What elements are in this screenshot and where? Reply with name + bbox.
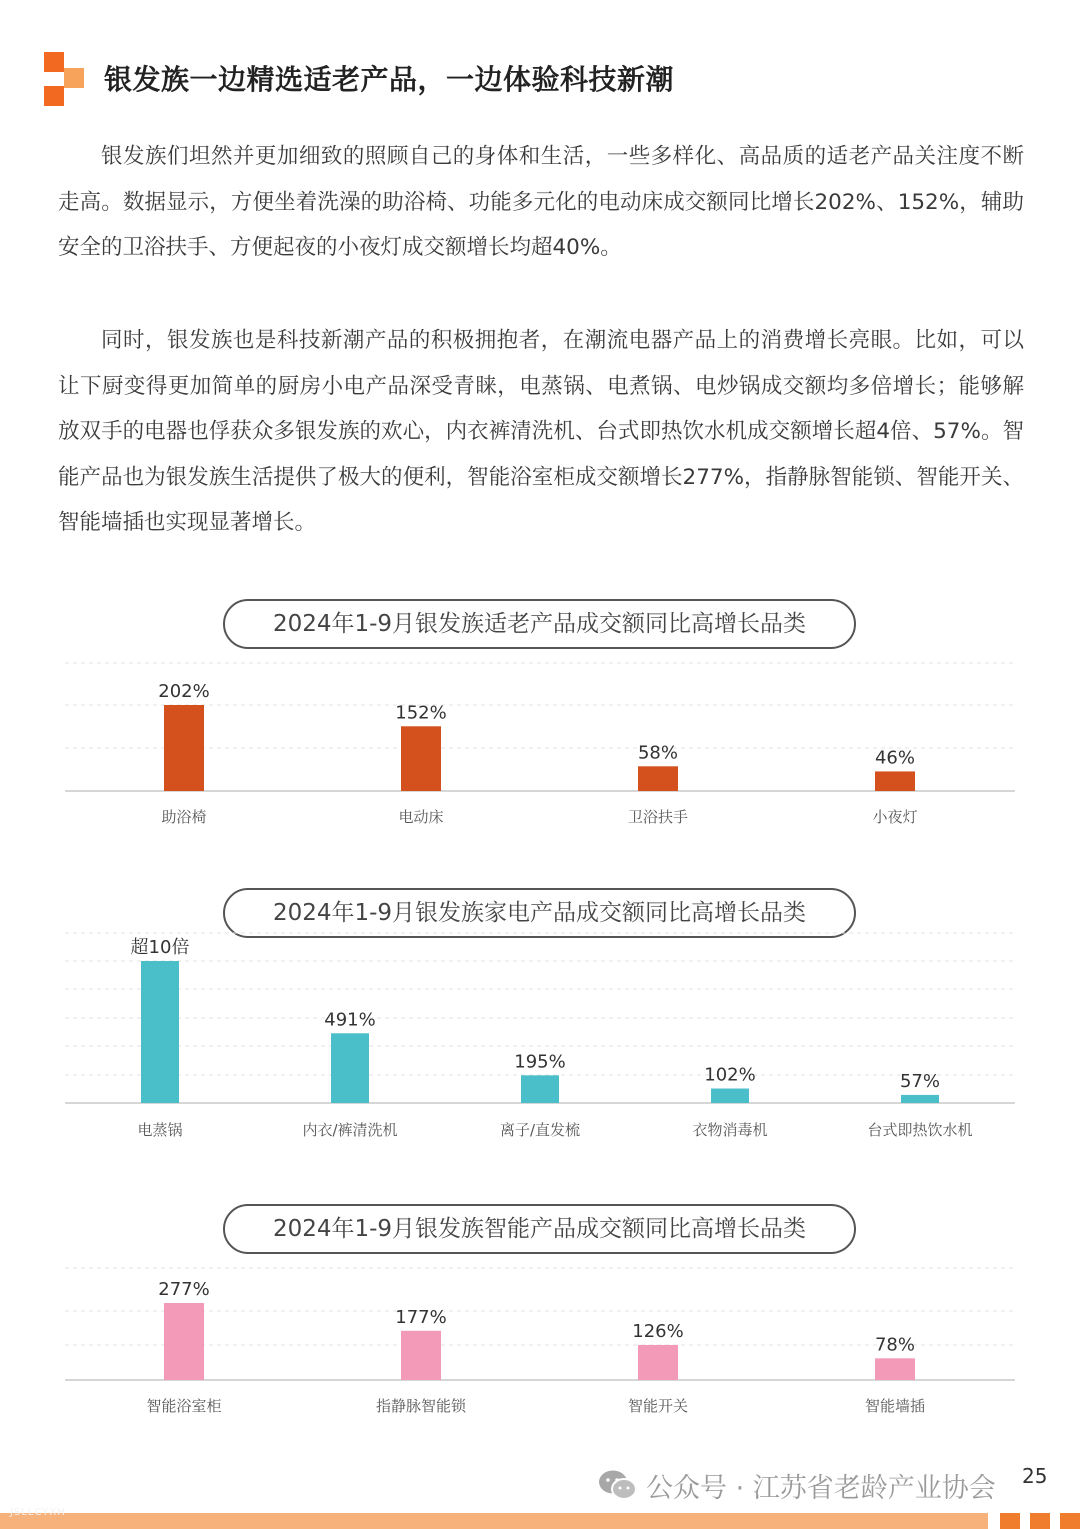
footer-bar-block-1 (1000, 1513, 1020, 1529)
data-label: 78% (874, 1334, 916, 1356)
category-label: 衣物消毒机 (692, 1121, 768, 1139)
category-label: 指静脉智能锁 (375, 1397, 467, 1415)
category-label: 离子/直发梳 (499, 1121, 581, 1139)
chart-2-title: 2024年1-9月银发族家电产品成交额同比高增长品类 (223, 888, 856, 938)
bar (401, 726, 441, 791)
page-title: 银发族一边精选适老产品，一边体验科技新潮 (104, 63, 675, 96)
page-number: 25 (1022, 1464, 1048, 1488)
chart-1-svg (0, 655, 1080, 845)
category-label: 台式即热饮水机 (867, 1121, 973, 1139)
data-label: 57% (899, 1070, 941, 1092)
footer-bar-long (0, 1513, 988, 1529)
bar (875, 1358, 915, 1380)
bar (164, 1303, 204, 1380)
chart-3-title: 2024年1-9月银发族智能产品成交额同比高增长品类 (223, 1204, 856, 1254)
bar (164, 705, 204, 791)
data-label: 152% (395, 702, 447, 724)
brand-logo-icon (44, 52, 84, 106)
bar (331, 1033, 369, 1103)
paragraph-2: 同时，银发族也是科技新潮产品的积极拥抱者，在潮流电器产品上的消费增长亮眼。比如，可以让下厨变得更加简单的厨房小电产品深受青睐，电蒸锅、电煮锅、电炒锅成交额均多倍增长；能够解放双手的电器也俘获众多银发族的欢心，内衣裤清洗机、台式即热饮水机成交额增长超4倍、57%。智能产品也为银发族生活提供了极大的便利，智能浴室柜成交额增长277%，指静脉智能锁、智能开关、智能墙插也实现显著增长。 (58, 328, 1024, 535)
data-label: 超10倍 (130, 937, 190, 958)
logo-square-3 (44, 86, 64, 106)
category-label: 小夜灯 (872, 808, 918, 826)
data-label: 177% (395, 1306, 447, 1328)
data-label: 491% (324, 1009, 376, 1031)
category-label: 卫浴扶手 (627, 808, 689, 826)
bar (638, 1345, 678, 1380)
data-label: 195% (514, 1051, 566, 1073)
bar (401, 1331, 441, 1380)
wechat-icon (598, 1469, 638, 1501)
chart-3-svg (0, 1260, 1080, 1430)
chart-1-title: 2024年1-9月银发族适老产品成交额同比高增长品类 (223, 599, 856, 649)
data-label: 46% (874, 747, 916, 769)
corner-mark: JSLLCYXH (10, 1507, 66, 1518)
bar (141, 961, 179, 1103)
logo-square-2 (64, 68, 84, 88)
category-label: 内衣/裤清洗机 (302, 1121, 398, 1139)
paragraph-1: 银发族们坦然并更加细致的照顾自己的身体和生活，一些多样化、高品质的适老产品关注度不断走高。数据显示，方便坐着洗澡的助浴椅、功能多元化的电动床成交额同比增长202%、152%，辅助安全的卫浴扶手、方便起夜的小夜灯成交额增长均超40%。 (58, 144, 1024, 260)
category-label: 电动床 (398, 808, 444, 826)
data-label: 102% (704, 1064, 756, 1086)
category-label: 智能开关 (627, 1397, 689, 1415)
data-label: 58% (637, 742, 679, 764)
bar (521, 1075, 559, 1103)
bar (875, 771, 915, 791)
category-label: 助浴椅 (161, 808, 207, 826)
footer-bar-block-3 (1060, 1513, 1080, 1529)
bar (638, 766, 678, 791)
category-label: 智能浴室柜 (146, 1397, 222, 1415)
wechat-account-name: 公众号 · 江苏省老龄产业协会 (646, 1473, 996, 1504)
data-label: 126% (632, 1320, 684, 1342)
category-label: 智能墙插 (864, 1397, 926, 1415)
chart-2-svg (0, 925, 1080, 1160)
bar (901, 1095, 939, 1103)
logo-square-1 (44, 52, 64, 72)
bar (711, 1089, 749, 1103)
footer-bar-block-2 (1030, 1513, 1050, 1529)
data-label: 277% (158, 1279, 210, 1300)
category-label: 电蒸锅 (137, 1121, 183, 1139)
footer-bar (0, 1513, 1080, 1529)
data-label: 202% (158, 681, 210, 702)
